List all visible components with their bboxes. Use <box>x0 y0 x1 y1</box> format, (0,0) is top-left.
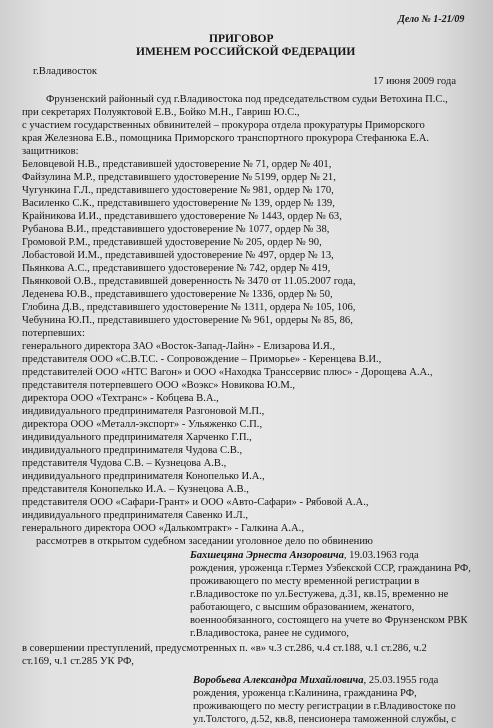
body-line: Леденева Ю.В., представившего удостоверение № 1336, ордер № 50, <box>22 289 333 300</box>
body-line: представителя ООО «С.В.Т.С. - Сопровождение – Приморье» - Керенцева В.И., <box>22 354 382 365</box>
defendant-1-line: работающего, с высшим образованием, женатого, <box>190 602 415 613</box>
body-line: индивидуального предпринимателя Чудова С.В., <box>22 445 243 456</box>
body-line: представителей ООО «НТС Вагон» и ООО «Находка Транссервис плюс» - Дорощева А.А., <box>22 367 433 378</box>
body-line: представителя потерпевшего ООО «Воэкс» Новикова Ю.М., <box>22 380 296 391</box>
body-line: Пьянкова А.С., представившего удостоверение № 742, ордер № 419, <box>22 263 331 274</box>
date: 17 июня 2009 года <box>373 76 457 87</box>
body-line: директора ООО «Металл-экспорт» - Ульяженко С.П., <box>22 419 263 430</box>
charge-line: ст.169, ч.1 ст.285 УК РФ, <box>22 656 134 667</box>
body-line: защитников: <box>22 146 79 157</box>
charge-line: в совершении преступлений, предусмотренных п. «в» ч.3 ст.286, ч.4 ст.188, ч.1 ст.286, ч.2 <box>22 643 427 654</box>
body-line: потерпевших: <box>22 328 85 339</box>
body-line: края Железнова Е.В., помощника Приморского транспортного прокурора Стефанюка Е.А. <box>22 133 430 144</box>
body-line: Лобастовой И.М., представившей удостоверение № 497, ордер № 13, <box>22 250 334 261</box>
defendant-2-heading <box>193 675 438 687</box>
body-line: Пьянковой О.В., представившей доверенность № 3470 от 11.05.2007 года, <box>22 276 356 287</box>
defendant-1-line: рождения, уроженца г.Термез Узбекской ССР, гражданина РФ, <box>190 563 471 574</box>
body-line: представителя ООО «Сафари-Грант» и ООО «Авто-Сафари» - Рябовой А.А., <box>22 497 369 508</box>
defendant-2-line: рождения, уроженца г.Калинина, гражданина РФ, <box>193 688 417 699</box>
defendant-1-birth: , 19.03.1963 года <box>343 550 419 561</box>
defendant-1-line: г.Владивостоке по ул.Бестужева, д.31, кв.15, временно не <box>190 589 449 600</box>
case-number: Дело № 1-21/09 <box>398 14 465 25</box>
defendant-1-line: г.Владивостока, ранее не судимого, <box>190 628 349 639</box>
defendant-2-line: ул.Толстого, д.52, кв.8, пенсионера таможенной службы, с <box>193 714 456 725</box>
body-line: Рубанова В.И., представившего удостоверение № 1077, ордер № 38, <box>22 224 330 235</box>
defendant-2-name: Воробьева Александра Михайловича <box>193 675 364 686</box>
body-line: рассмотрев в открытом судебном заседании уголовное дело по обвинению <box>36 536 373 547</box>
body-line: Василенко С.К., представившего удостоверение № 139, ордер № 139, <box>22 198 335 209</box>
body-line: Файзулина М.Р., представившего удостоверение № 5199, ордер № 21, <box>22 172 336 183</box>
body-line: представителя Конопелько И.А. – Кузнецова А.В., <box>22 484 249 495</box>
body-line: Фрунзенский районный суд г.Владивостока под председательством судьи Ветохина П.С., <box>46 94 448 105</box>
defendant-2-line: проживающего по месту регистрации в г.Владивостоке по <box>193 701 456 712</box>
document-title: ПРИГОВОР <box>209 33 274 45</box>
defendant-2-birth: , 25.03.1955 года <box>363 675 439 686</box>
city: г.Владивосток <box>33 66 98 77</box>
body-line: генерального директора ЗАО «Восток-Запад-Лайн» - Елизарова И.Я., <box>22 341 336 352</box>
defendant-1-name: Бахшецяна Эрнеста Анзоровича <box>190 550 344 561</box>
body-line: Громовой Р.М., представившей удостоверение № 205, ордер № 90, <box>22 237 322 248</box>
document-subtitle: ИМЕНЕМ РОССИЙСКОЙ ФЕДЕРАЦИИ <box>136 46 356 58</box>
defendant-1-line: проживающего по месту временной регистрации в <box>190 576 420 587</box>
body-line: Чугункина Г.Л., представившего удостоверение № 981, ордер № 170, <box>22 185 334 196</box>
body-line: Крайникова И.И., представившего удостоверение № 1443, ордер № 63, <box>22 211 342 222</box>
body-line: индивидуального предпринимателя Савенко И.Л., <box>22 510 249 521</box>
body-line: индивидуального предпринимателя Разгоновой М.П., <box>22 406 265 417</box>
body-line: индивидуального предпринимателя Харченко Г.П., <box>22 432 252 443</box>
body-line: Глобина Д.В., представившего удостоверение № 1311, ордера № 105, 106, <box>22 302 356 313</box>
defendant-1-line: военнообязанного, состоящего на учете во Фрунзенском РВК <box>190 615 468 626</box>
body-line: с участием государственных обвинителей – прокурора отдела прокуратуры Приморского <box>22 120 425 131</box>
defendant-1-heading <box>190 550 419 562</box>
body-line: Беловцевой Н.В., представившей удостоверение № 71, ордер № 401, <box>22 159 332 170</box>
body-line: при секретарях Полуяктовой Е.В., Бойко М.Н., Гавриш Ю.С., <box>22 107 300 118</box>
body-line: генерального директора ООО «Далькомтракт» - Галкина А.А., <box>22 523 304 534</box>
body-line: индивидуального предпринимателя Конопелько И.А., <box>22 471 265 482</box>
body-line: представителя Чудова С.В. – Кузнецова А.В., <box>22 458 227 469</box>
body-line: Чебунина Ю.П., представившего удостоверение № 961, ордеры № 85, 86, <box>22 315 353 326</box>
body-line: директора ООО «Техтранс» - Кобцева В.А., <box>22 393 219 404</box>
